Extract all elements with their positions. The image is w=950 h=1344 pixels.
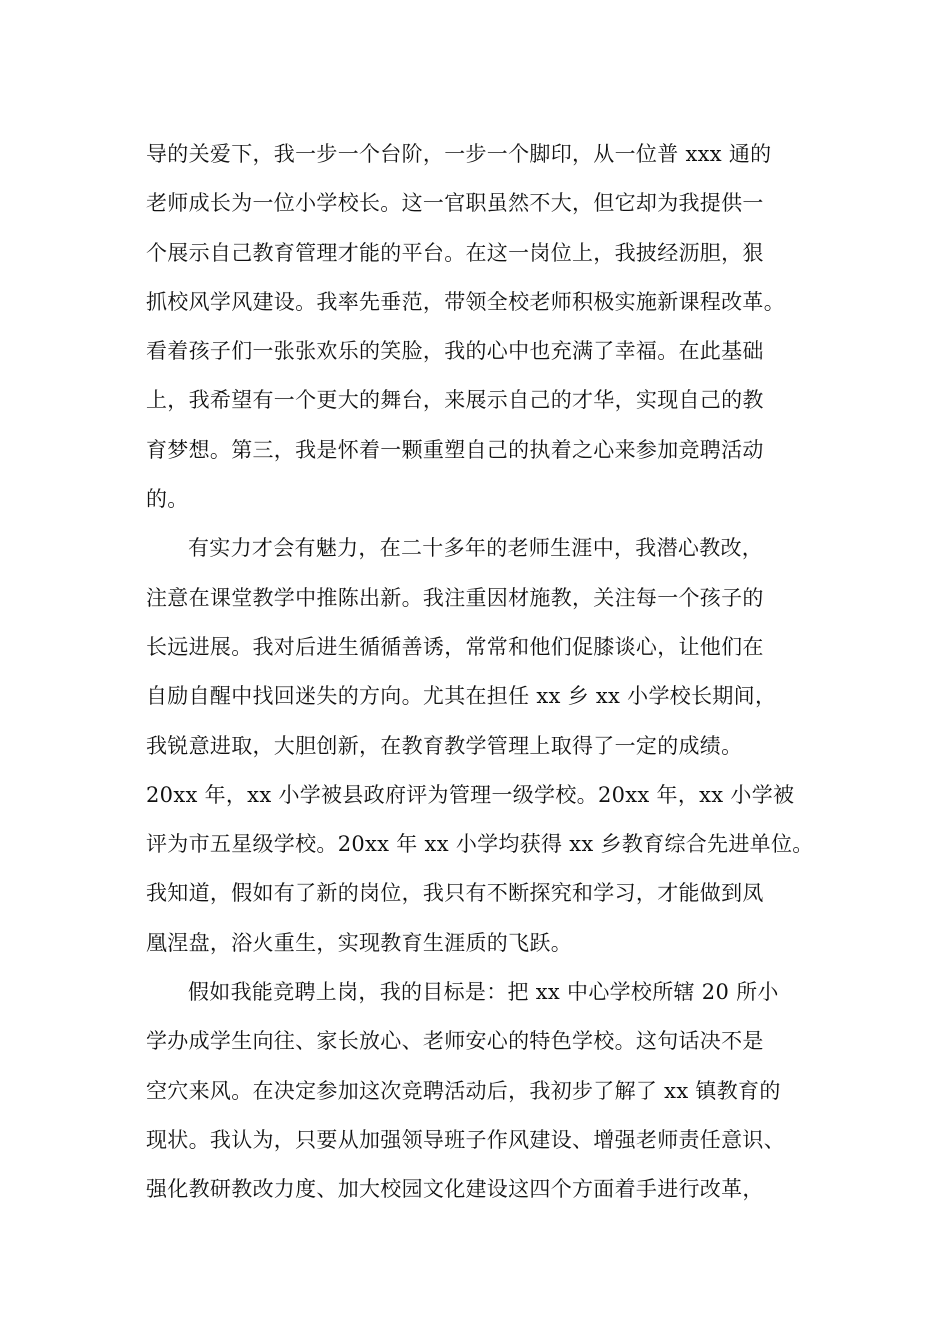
text-line: 导的关爱下，我一步一个台阶，一步一个脚印，从一位普 xxx 通的 bbox=[146, 142, 772, 166]
text-line: 20xx 年，xx 小学被县政府评为管理一级学校。20xx 年，xx 小学被 bbox=[146, 782, 795, 807]
text-line: 我锐意进取，大胆创新，在教育教学管理上取得了一定的成绩。 bbox=[146, 733, 743, 758]
text-line: 有实力才会有魅力，在二十多年的老师生涯中，我潜心教改， bbox=[188, 536, 764, 561]
text-line: 我知道，假如有了新的岗位，我只有不断探究和学习，才能做到凤 bbox=[146, 881, 764, 906]
paragraph-1 bbox=[146, 130, 826, 524]
text-line: 空穴来风。在决定参加这次竞聘活动后，我初步了解了 xx 镇教育的 bbox=[146, 1078, 781, 1103]
text-line: 抓校风学风建设。我率先垂范，带领全校老师积极实施新课程改革。 bbox=[146, 289, 785, 314]
text-line: 强化教研教改力度、加大校园文化建设这四个方面着手进行改革， bbox=[146, 1177, 764, 1202]
document-body bbox=[146, 130, 826, 1215]
text-line: 的。 bbox=[146, 487, 189, 512]
paragraph-2 bbox=[146, 524, 826, 968]
text-line: 凰涅盘，浴火重生，实现教育生涯质的飞跃。 bbox=[146, 930, 572, 955]
text-line: 长远进展。我对后进生循循善诱，常常和他们促膝谈心，让他们在 bbox=[146, 634, 764, 659]
text-line: 上，我希望有一个更大的舞台，来展示自己的才华，实现自己的教 bbox=[146, 388, 764, 413]
text-line: 育梦想。第三，我是怀着一颗重塑自己的执着之心来参加竞聘活动 bbox=[146, 437, 764, 462]
text-line: 自励自醒中找回迷失的方向。尤其在担任 xx 乡 xx 小学校长期间， bbox=[146, 684, 777, 709]
text-line: 假如我能竞聘上岗，我的目标是：把 xx 中心学校所辖 20 所小 bbox=[188, 980, 779, 1005]
text-line: 学办成学生向往、家长放心、老师安心的特色学校。这句话决不是 bbox=[146, 1029, 764, 1054]
paragraph-3 bbox=[146, 968, 826, 1214]
text-line: 评为市五星级学校。20xx 年 xx 小学均获得 xx 乡教育综合先进单位。 bbox=[146, 832, 814, 857]
text-line: 个展示自己教育管理才能的平台。在这一岗位上，我披经沥胆，狠 bbox=[146, 240, 764, 265]
text-line: 看着孩子们一张张欢乐的笑脸，我的心中也充满了幸福。在此基础 bbox=[146, 339, 764, 364]
text-line: 注意在课堂教学中推陈出新。我注重因材施教，关注每一个孩子的 bbox=[146, 585, 764, 610]
text-line: 现状。我认为，只要从加强领导班子作风建设、增强老师责任意识、 bbox=[146, 1127, 785, 1152]
text-line: 老师成长为一位小学校长。这一官职虽然不大，但它却为我提供一 bbox=[146, 191, 764, 216]
